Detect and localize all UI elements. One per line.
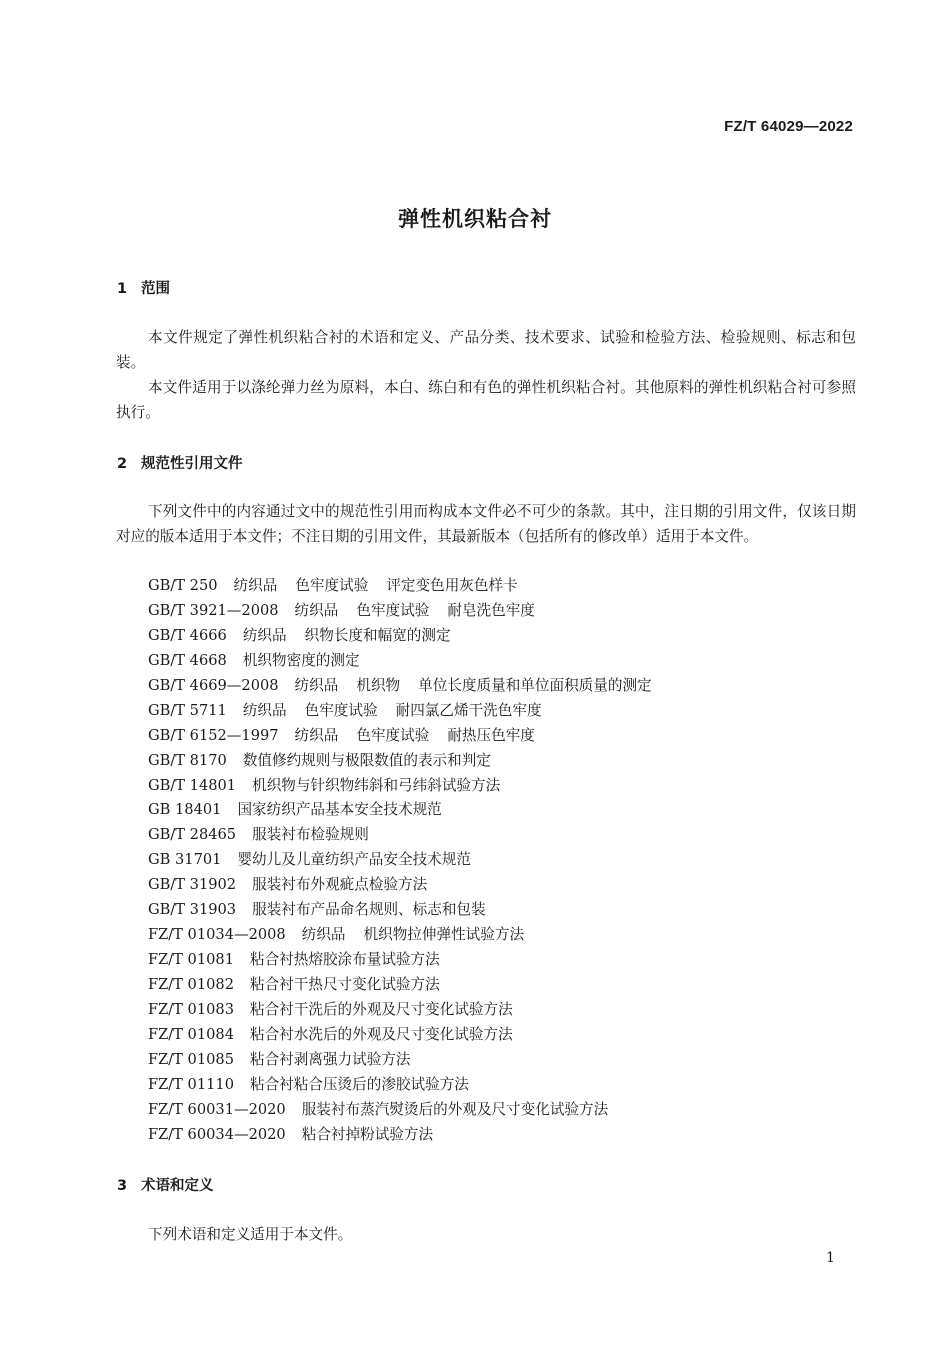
reference-item	[148, 648, 670, 673]
reference-title-part: 色牢度试验	[295, 577, 369, 594]
reference-item	[148, 1097, 670, 1122]
reference-item	[148, 972, 670, 997]
reference-item	[148, 773, 670, 798]
reference-code: GB/T 250	[148, 577, 218, 594]
reference-title-part: 粘合衬剥离强力试验方法	[249, 1050, 411, 1068]
reference-item	[148, 748, 670, 773]
reference-item	[148, 1122, 670, 1147]
section-title: 术语和定义	[141, 1178, 214, 1194]
reference-item	[148, 822, 670, 847]
document-title: 弹性机织粘合衬	[398, 207, 552, 231]
reference-code: GB/T 4666	[148, 626, 227, 644]
reference-title-part: 耐热压色牢度	[447, 726, 535, 744]
section-number: 2	[117, 456, 128, 472]
reference-item	[148, 698, 670, 723]
reference-code: FZ/T 60034—2020	[148, 1125, 286, 1143]
reference-item	[148, 623, 670, 648]
reference-title-part: 服装衬布检验规则	[252, 826, 369, 844]
reference-item	[148, 947, 670, 972]
reference-title-part: 纺织品	[233, 577, 278, 594]
reference-title-part: 机织物拉伸弹性试验方法	[363, 926, 525, 944]
reference-code: FZ/T 01085	[148, 1050, 234, 1068]
reference-item	[148, 1047, 670, 1072]
reference-code: FZ/T 01081	[148, 951, 234, 969]
reference-code: GB/T 6152—1997	[148, 726, 279, 744]
reference-code: GB/T 3921—2008	[148, 601, 279, 619]
reference-item	[148, 847, 670, 872]
scope-paragraph-2: 本文件适用于以涤纶弹力丝为原料，本白、练白和有色的弹性机织粘合衬。其他原料的弹性机织粘合衬可参照执行。	[116, 379, 856, 421]
reference-code: GB/T 31902	[148, 876, 237, 894]
reference-code: GB 18401	[148, 801, 222, 819]
reference-title-part: 粘合衬干热尺寸变化试验方法	[249, 976, 440, 993]
reference-title-part: 粘合衬干洗后的外观及尺寸变化试验方法	[249, 1000, 513, 1018]
section-title: 范围	[141, 281, 170, 297]
reference-title-part: 粘合衬粘合压烫后的渗胶试验方法	[249, 1075, 469, 1093]
reference-title-part: 国家纺织产品基本安全技术规范	[237, 801, 442, 819]
reference-code: GB/T 8170	[148, 751, 227, 769]
reference-code: FZ/T 01084	[148, 1025, 234, 1043]
reference-title-part: 色牢度试验	[356, 601, 430, 619]
reference-title-part: 机织物密度的测定	[242, 651, 360, 669]
reference-title-part: 服装衬布产品命名规则、标志和包装	[252, 901, 486, 919]
section-number: 1	[117, 281, 128, 297]
reference-code: GB/T 4668	[148, 651, 227, 669]
reference-title-part: 机织物	[356, 676, 401, 694]
reference-code: FZ/T 01110	[148, 1075, 234, 1093]
reference-title-part: 机织物与针织物纬斜和弓纬斜试验方法	[252, 776, 501, 794]
reference-item	[148, 872, 670, 897]
reference-code: FZ/T 01083	[148, 1000, 234, 1018]
reference-title-part: 纺织品	[242, 701, 287, 719]
reference-code: FZ/T 01082	[148, 976, 234, 993]
reference-code: GB/T 14801	[148, 776, 237, 794]
reference-title-part: 纺织品	[294, 676, 339, 694]
reference-item	[148, 922, 670, 947]
reference-code: GB/T 4669—2008	[148, 676, 279, 694]
reference-title-part: 服装衬布蒸汽熨烫后的外观及尺寸变化试验方法	[301, 1100, 609, 1118]
reference-list	[148, 573, 670, 1147]
section-number: 3	[117, 1178, 128, 1194]
reference-title-part: 数值修约规则与极限数值的表示和判定	[242, 751, 491, 769]
section-1-heading	[117, 277, 170, 298]
reference-title-part: 评定变色用灰色样卡	[386, 577, 518, 594]
reference-title-part: 粘合衬掉粉试验方法	[301, 1125, 434, 1143]
reference-code: FZ/T 60031—2020	[148, 1100, 286, 1118]
reference-code: GB/T 28465	[148, 826, 237, 844]
reference-item	[148, 598, 670, 623]
reference-title-part: 纺织品	[301, 926, 346, 944]
document-code: FZ/T 64029—2022	[724, 118, 853, 135]
reference-title-part: 服装衬布外观疵点检验方法	[252, 876, 428, 894]
reference-item	[148, 1022, 670, 1047]
reference-title-part: 纺织品	[294, 726, 339, 744]
reference-code: GB/T 31903	[148, 901, 237, 919]
reference-title-part: 色牢度试验	[304, 701, 378, 719]
reference-title-part: 耐四氯乙烯干洗色牢度	[395, 701, 542, 719]
reference-title-part: 织物长度和幅宽的测定	[304, 626, 451, 644]
reference-item	[148, 897, 670, 922]
reference-item	[148, 573, 670, 598]
reference-item	[148, 797, 670, 822]
reference-title-part: 纺织品	[242, 626, 287, 644]
section-2-heading	[117, 452, 243, 473]
reference-title-part: 色牢度试验	[356, 726, 430, 744]
reference-title-part: 粘合衬水洗后的外观及尺寸变化试验方法	[249, 1025, 513, 1043]
page-number: 1	[826, 1250, 835, 1266]
reference-item	[148, 1072, 670, 1097]
section-title: 规范性引用文件	[141, 456, 243, 472]
reference-title-part: 粘合衬热熔胶涂布量试验方法	[249, 951, 440, 969]
section-3-heading	[117, 1174, 214, 1195]
reference-item	[148, 723, 670, 748]
reference-item	[148, 997, 670, 1022]
reference-item	[148, 673, 670, 698]
reference-code: FZ/T 01034—2008	[148, 926, 286, 944]
reference-title-part: 耐皂洗色牢度	[447, 601, 535, 619]
scope-paragraph-1: 本文件规定了弹性机织粘合衬的术语和定义、产品分类、技术要求、试验和检验方法、检验规则、标志和包装。	[116, 329, 856, 371]
reference-title-part: 婴幼儿及儿童纺织产品安全技术规范	[237, 851, 471, 869]
reference-code: GB/T 5711	[148, 701, 227, 719]
terms-intro: 下列术语和定义适用于本文件。	[148, 1226, 353, 1243]
reference-title-part: 单位长度质量和单位面积质量的测定	[418, 676, 652, 694]
references-intro: 下列文件中的内容通过文中的规范性引用而构成本文件必不可少的条款。其中，注日期的引用文件，仅该日期对应的版本适用于本文件；不注日期的引用文件，其最新版本（包括所有的修改单）适用于本文件。	[116, 503, 856, 545]
reference-code: GB 31701	[148, 851, 222, 869]
reference-title-part: 纺织品	[294, 601, 339, 619]
